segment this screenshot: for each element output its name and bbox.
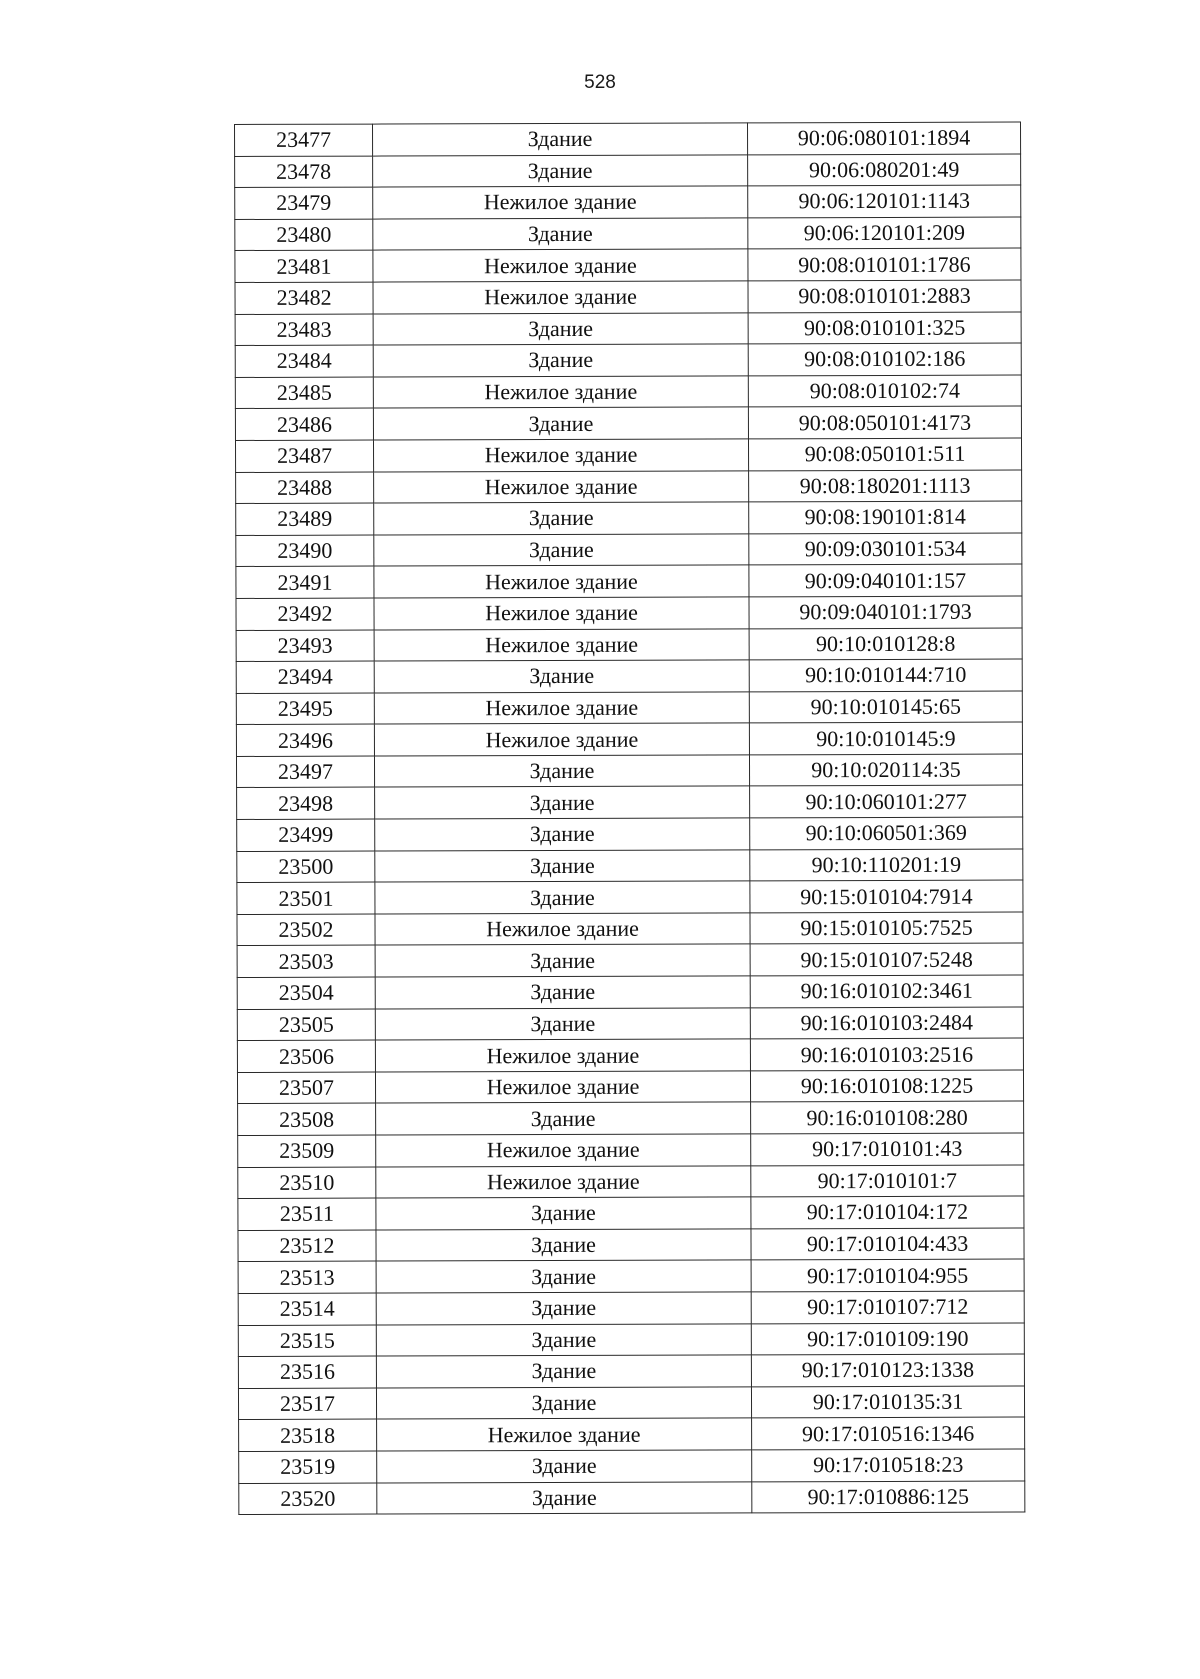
object-type-cell: Нежилое здание <box>374 692 749 725</box>
cadastral-number-cell: 90:09:030101:534 <box>749 533 1022 565</box>
row-number-cell: 23512 <box>238 1230 376 1262</box>
table-row <box>238 1228 1024 1262</box>
table-row <box>238 1133 1024 1167</box>
object-type-cell: Нежилое здание <box>376 1165 751 1198</box>
row-number-cell: 23499 <box>237 819 375 851</box>
table-row <box>239 1417 1025 1451</box>
cadastral-number-cell: 90:06:080201:49 <box>748 154 1021 186</box>
object-type-cell: Нежилое здание <box>374 470 749 503</box>
row-number-cell: 23510 <box>238 1167 376 1199</box>
table-row <box>236 501 1022 535</box>
cadastral-number-cell: 90:16:010103:2484 <box>750 1007 1023 1039</box>
row-number-cell: 23478 <box>235 156 373 188</box>
object-type-cell: Здание <box>375 1008 750 1041</box>
object-type-cell: Нежилое здание <box>373 281 748 314</box>
object-type-cell: Здание <box>376 1292 751 1325</box>
cadastral-number-cell: 90:15:010104:7914 <box>750 880 1023 912</box>
cadastral-number-cell: 90:17:010123:1338 <box>751 1354 1024 1386</box>
row-number-cell: 23515 <box>238 1325 376 1357</box>
cadastral-number-cell: 90:16:010102:3461 <box>750 975 1023 1007</box>
row-number-cell: 23486 <box>235 408 373 440</box>
table-row <box>237 849 1023 883</box>
row-number-cell: 23505 <box>237 1009 375 1041</box>
table-row <box>236 628 1022 662</box>
cadastral-number-cell: 90:08:050101:511 <box>748 438 1021 470</box>
object-type-cell: Здание <box>375 818 750 851</box>
cadastral-number-cell: 90:17:010104:172 <box>751 1196 1024 1228</box>
object-type-cell: Здание <box>374 534 749 567</box>
cadastral-number-cell: 90:16:010108:280 <box>751 1101 1024 1133</box>
object-type-cell: Здание <box>373 218 748 251</box>
cadastral-number-cell: 90:16:010103:2516 <box>750 1038 1023 1070</box>
cadastral-number-cell: 90:09:040101:1793 <box>749 596 1022 628</box>
cadastral-number-cell: 90:10:010145:65 <box>749 691 1022 723</box>
table-row <box>237 817 1023 851</box>
cadastral-number-cell: 90:10:010128:8 <box>749 628 1022 660</box>
row-number-cell: 23483 <box>235 314 373 346</box>
row-number-cell: 23496 <box>236 724 374 756</box>
object-type-cell: Здание <box>376 1229 751 1262</box>
cadastral-number-cell: 90:08:010101:325 <box>748 312 1021 344</box>
table-row <box>235 185 1021 219</box>
object-type-cell: Нежилое здание <box>374 597 749 630</box>
cadastral-number-cell: 90:10:060501:369 <box>750 817 1023 849</box>
object-type-cell: Здание <box>373 312 748 345</box>
table-row <box>236 470 1022 504</box>
row-number-cell: 23516 <box>238 1356 376 1388</box>
row-number-cell: 23514 <box>238 1293 376 1325</box>
cadastral-number-cell: 90:17:010101:7 <box>751 1165 1024 1197</box>
cadastral-number-cell: 90:17:010518:23 <box>752 1449 1025 1481</box>
object-type-cell: Нежилое здание <box>373 439 748 472</box>
table-row <box>236 754 1022 788</box>
row-number-cell: 23511 <box>238 1198 376 1230</box>
row-number-cell: 23506 <box>237 1040 375 1072</box>
cadastral-number-cell: 90:17:010135:31 <box>751 1386 1024 1418</box>
cadastral-number-cell: 90:17:010101:43 <box>751 1133 1024 1165</box>
table-row <box>238 1196 1024 1230</box>
object-type-cell: Здание <box>374 755 749 788</box>
row-number-cell: 23484 <box>235 345 373 377</box>
row-number-cell: 23508 <box>238 1103 376 1135</box>
object-type-cell: Нежилое здание <box>373 249 748 282</box>
row-number-cell: 23491 <box>236 566 374 598</box>
object-type-cell: Здание <box>376 1260 751 1293</box>
row-number-cell: 23500 <box>237 851 375 883</box>
cadastral-number-cell: 90:08:050101:4173 <box>748 406 1021 438</box>
object-type-cell: Нежилое здание <box>377 1418 752 1451</box>
row-number-cell: 23504 <box>237 977 375 1009</box>
table-row <box>236 596 1022 630</box>
object-type-cell: Здание <box>373 344 748 377</box>
row-number-cell: 23494 <box>236 661 374 693</box>
object-type-cell: Здание <box>376 1197 751 1230</box>
table-row <box>235 154 1021 188</box>
object-type-cell: Здание <box>373 123 748 156</box>
row-number-cell: 23489 <box>236 503 374 535</box>
row-number-cell: 23509 <box>238 1135 376 1167</box>
cadastral-number-cell: 90:06:120101:209 <box>748 217 1021 249</box>
table-row <box>238 1259 1024 1293</box>
row-number-cell: 23518 <box>239 1419 377 1451</box>
row-number-cell: 23482 <box>235 282 373 314</box>
cadastral-number-cell: 90:08:190101:814 <box>749 501 1022 533</box>
row-number-cell: 23477 <box>235 124 373 156</box>
table-row <box>237 1070 1023 1104</box>
table-row <box>235 406 1021 440</box>
object-type-cell: Здание <box>375 944 750 977</box>
table-row <box>235 122 1021 156</box>
row-number-cell: 23479 <box>235 187 373 219</box>
table-row <box>238 1323 1024 1357</box>
table-row <box>237 943 1023 977</box>
cadastral-number-cell: 90:06:120101:1143 <box>748 185 1021 217</box>
object-type-cell: Здание <box>376 1102 751 1135</box>
row-number-cell: 23501 <box>237 882 375 914</box>
row-number-cell: 23487 <box>235 440 373 472</box>
cadastral-number-cell: 90:17:010886:125 <box>752 1481 1025 1513</box>
cadastral-number-cell: 90:10:010145:9 <box>749 722 1022 754</box>
row-number-cell: 23480 <box>235 219 373 251</box>
cadastral-number-cell: 90:10:020114:35 <box>749 754 1022 786</box>
object-type-cell: Здание <box>377 1481 752 1514</box>
cadastral-number-cell: 90:08:010101:1786 <box>748 248 1021 280</box>
object-type-cell: Здание <box>374 660 749 693</box>
table-body <box>235 122 1025 1515</box>
row-number-cell: 23520 <box>239 1483 377 1515</box>
cadastral-number-cell: 90:10:060101:277 <box>750 785 1023 817</box>
object-type-cell: Нежилое здание <box>374 628 749 661</box>
object-type-cell: Здание <box>375 850 750 883</box>
table-row <box>237 912 1023 946</box>
row-number-cell: 23497 <box>236 756 374 788</box>
cadastral-number-cell: 90:06:080101:1894 <box>747 122 1020 154</box>
page-number: 528 <box>584 72 616 93</box>
row-number-cell: 23488 <box>236 472 374 504</box>
table-row <box>239 1449 1025 1483</box>
object-type-cell: Здание <box>376 1387 751 1420</box>
object-type-cell: Здание <box>374 502 749 535</box>
row-number-cell: 23513 <box>238 1261 376 1293</box>
table-row <box>236 564 1022 598</box>
row-number-cell: 23503 <box>237 945 375 977</box>
cadastral-number-cell: 90:16:010108:1225 <box>750 1070 1023 1102</box>
object-type-cell: Нежилое здание <box>375 1071 750 1104</box>
table-row <box>238 1386 1024 1420</box>
object-type-cell: Здание <box>375 786 750 819</box>
cadastral-number-cell: 90:08:010102:186 <box>748 343 1021 375</box>
object-type-cell: Здание <box>373 154 748 187</box>
row-number-cell: 23502 <box>237 914 375 946</box>
table-row <box>237 1007 1023 1041</box>
table-row <box>235 248 1021 282</box>
object-type-cell: Здание <box>377 1450 752 1483</box>
cadastral-number-cell: 90:17:010516:1346 <box>752 1417 1025 1449</box>
object-type-cell: Нежилое здание <box>375 913 750 946</box>
row-number-cell: 23481 <box>235 250 373 282</box>
row-number-cell: 23519 <box>239 1451 377 1483</box>
table-row <box>237 880 1023 914</box>
registry-table <box>234 122 1025 1516</box>
cadastral-number-cell: 90:09:040101:157 <box>749 564 1022 596</box>
object-type-cell: Здание <box>375 881 750 914</box>
table-row <box>236 691 1022 725</box>
object-type-cell: Нежилое здание <box>374 565 749 598</box>
table-row <box>239 1481 1025 1515</box>
object-type-cell: Здание <box>376 1355 751 1388</box>
row-number-cell: 23493 <box>236 630 374 662</box>
cadastral-number-cell: 90:10:110201:19 <box>750 849 1023 881</box>
table-row <box>235 312 1021 346</box>
table-row <box>236 659 1022 693</box>
cadastral-number-cell: 90:17:010107:712 <box>751 1291 1024 1323</box>
row-number-cell: 23495 <box>236 693 374 725</box>
table-row <box>236 533 1022 567</box>
table-row <box>235 217 1021 251</box>
table-row <box>235 280 1021 314</box>
row-number-cell: 23507 <box>237 1072 375 1104</box>
table-row <box>238 1354 1024 1388</box>
object-type-cell: Здание <box>376 1323 751 1356</box>
object-type-cell: Нежилое здание <box>375 1039 750 1072</box>
cadastral-number-cell: 90:17:010104:433 <box>751 1228 1024 1260</box>
table-row <box>235 438 1021 472</box>
row-number-cell: 23490 <box>236 535 374 567</box>
object-type-cell: Нежилое здание <box>374 723 749 756</box>
row-number-cell: 23492 <box>236 598 374 630</box>
cadastral-number-cell: 90:15:010105:7525 <box>750 912 1023 944</box>
table-row <box>235 343 1021 377</box>
object-type-cell: Здание <box>373 407 748 440</box>
table-row <box>238 1101 1024 1135</box>
cadastral-number-cell: 90:17:010109:190 <box>751 1323 1024 1355</box>
object-type-cell: Здание <box>375 976 750 1009</box>
row-number-cell: 23485 <box>235 377 373 409</box>
table-row <box>237 1038 1023 1072</box>
table-row <box>238 1165 1024 1199</box>
cadastral-number-cell: 90:08:010102:74 <box>748 375 1021 407</box>
object-type-cell: Нежилое здание <box>373 186 748 219</box>
object-type-cell: Нежилое здание <box>373 376 748 409</box>
cadastral-number-cell: 90:08:180201:1113 <box>749 470 1022 502</box>
table-row <box>237 785 1023 819</box>
cadastral-number-cell: 90:08:010101:2883 <box>748 280 1021 312</box>
table-row <box>237 975 1023 1009</box>
table-row <box>236 722 1022 756</box>
table-row <box>235 375 1021 409</box>
row-number-cell: 23498 <box>237 788 375 820</box>
cadastral-number-cell: 90:15:010107:5248 <box>750 943 1023 975</box>
cadastral-number-cell: 90:10:010144:710 <box>749 659 1022 691</box>
row-number-cell: 23517 <box>238 1388 376 1420</box>
object-type-cell: Нежилое здание <box>376 1134 751 1167</box>
table-row <box>238 1291 1024 1325</box>
cadastral-number-cell: 90:17:010104:955 <box>751 1259 1024 1291</box>
